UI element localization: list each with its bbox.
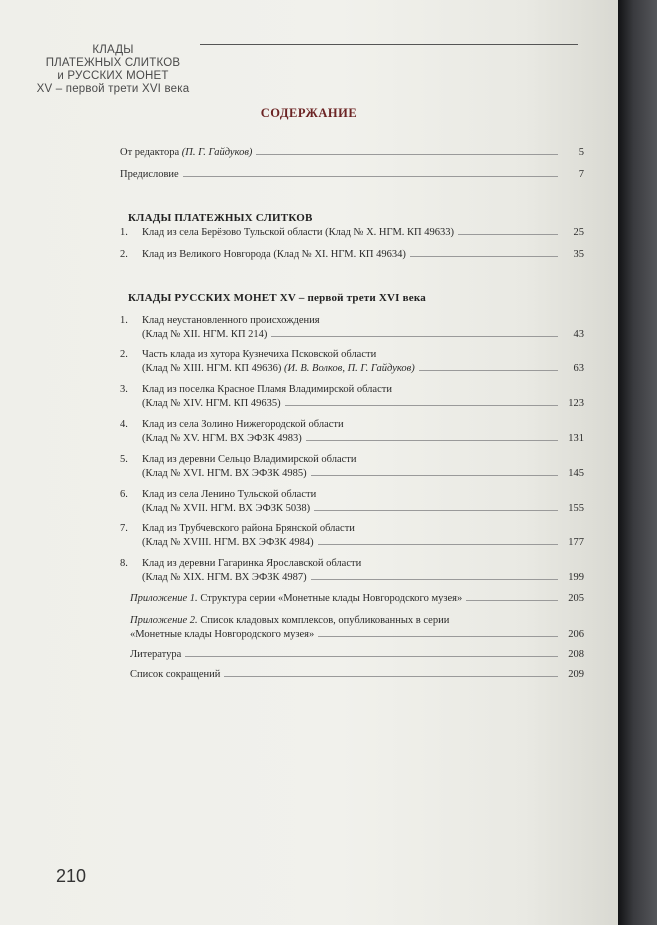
page-number: 208 bbox=[568, 649, 584, 660]
entry-text: Клад из Великого Новгорода (Клад № XI. НГМ. КП 49634) bbox=[142, 249, 406, 260]
entry-text: Клад из деревни Гагаринка Ярославской области bbox=[142, 558, 362, 569]
dot-leader bbox=[419, 370, 558, 371]
dot-leader bbox=[311, 475, 558, 476]
dot-leader bbox=[314, 510, 558, 511]
dot-leader bbox=[183, 176, 558, 177]
section-heading: КЛАДЫ ПЛАТЕЖНЫХ СЛИТКОВ bbox=[128, 212, 313, 224]
toc-title: СОДЕРЖАНИЕ bbox=[260, 106, 358, 120]
appendix-label: Приложение 2. bbox=[130, 615, 198, 626]
entry-number: 2. bbox=[120, 349, 128, 360]
dot-leader bbox=[306, 440, 558, 441]
toc-entry bbox=[130, 614, 584, 642]
entry-text: Предисловие bbox=[120, 169, 179, 180]
entry-text: Структура серии «Монетные клады Новгородского музея» bbox=[200, 593, 463, 604]
dot-leader bbox=[318, 544, 558, 545]
entry-subtext: (Клад № XVIII. НГМ. ВХ ЭФЗК 4984) bbox=[142, 537, 314, 548]
page-number: 123 bbox=[568, 398, 584, 409]
dot-leader bbox=[311, 579, 558, 580]
entry-number: 7. bbox=[120, 523, 128, 534]
running-head-line: КЛАДЫ bbox=[92, 44, 134, 56]
entry-text: От редактора bbox=[120, 147, 180, 158]
dot-leader bbox=[410, 256, 558, 257]
entry-number: 4. bbox=[120, 419, 128, 430]
toc-entry bbox=[120, 453, 584, 481]
entry-subtext: (Клад № XIII. НГМ. КП 49636) bbox=[142, 363, 282, 374]
entry-subtext: (Клад № XIV. НГМ. КП 49635) bbox=[142, 398, 281, 409]
running-head bbox=[28, 44, 198, 96]
entry-number: 8. bbox=[120, 558, 128, 569]
entry-text: Клад из села Берёзово Тульской области (Клад № X. НГМ. КП 49633) bbox=[142, 227, 454, 238]
toc-entry bbox=[120, 314, 584, 342]
book-edge-shadow bbox=[618, 0, 657, 925]
toc-entry bbox=[120, 488, 584, 516]
toc-entry bbox=[120, 168, 584, 182]
entry-subtext: «Монетные клады Новгородского музея» bbox=[130, 629, 315, 640]
toc-entry bbox=[120, 522, 584, 550]
running-head-line: ПЛАТЕЖНЫХ СЛИТКОВ bbox=[45, 57, 181, 69]
toc-entry bbox=[120, 557, 584, 585]
entry-text: Клад из села Ленино Тульской области bbox=[142, 489, 317, 500]
entry-number: 1. bbox=[120, 227, 128, 238]
entry-text: Клад из деревни Сельцо Владимирской области bbox=[142, 454, 357, 465]
toc-entry bbox=[130, 592, 584, 606]
entry-number: 3. bbox=[120, 384, 128, 395]
page-number: 131 bbox=[568, 433, 584, 444]
entry-text: Клад из Трубчевского района Брянской области bbox=[142, 523, 355, 534]
entry-text: Часть клада из хутора Кузнечиха Псковской области bbox=[142, 349, 377, 360]
entry-text: Список кладовых комплексов, опубликованных в серии bbox=[200, 615, 450, 626]
dot-leader bbox=[458, 234, 558, 235]
entry-subtext: (Клад № XII. НГМ. КП 214) bbox=[142, 329, 268, 340]
entry-author: (И. В. Волков, П. Г. Гайдуков) bbox=[284, 363, 415, 374]
toc-entry bbox=[120, 146, 584, 160]
toc-entry bbox=[120, 248, 584, 262]
page-number: 35 bbox=[573, 249, 584, 260]
entry-subtext: (Клад № XVI. НГМ. ВХ ЭФЗК 4985) bbox=[142, 468, 307, 479]
page-number: 145 bbox=[568, 468, 584, 479]
page-folio: 210 bbox=[56, 866, 87, 886]
page-number: 199 bbox=[568, 572, 584, 583]
running-head-line: XV – первой трети XVI века bbox=[36, 83, 190, 95]
entry-number: 2. bbox=[120, 249, 128, 260]
header-rule bbox=[200, 44, 578, 45]
page-number: 63 bbox=[573, 363, 584, 374]
entry-subtext: (Клад № XIX. НГМ. ВХ ЭФЗК 4987) bbox=[142, 572, 307, 583]
entry-number: 5. bbox=[120, 454, 128, 465]
page-number: 206 bbox=[568, 629, 584, 640]
page-number: 155 bbox=[568, 503, 584, 514]
entry-text: Литература bbox=[130, 649, 182, 660]
page-number: 5 bbox=[578, 147, 584, 158]
dot-leader bbox=[185, 656, 558, 657]
entry-text: Клад неустановленного происхождения bbox=[142, 315, 320, 326]
toc-entry bbox=[120, 418, 584, 446]
dot-leader bbox=[318, 636, 558, 637]
page-number: 7 bbox=[578, 169, 584, 180]
running-head-line: и РУССКИХ МОНЕТ bbox=[57, 70, 169, 82]
entry-number: 1. bbox=[120, 315, 128, 326]
dot-leader bbox=[271, 336, 558, 337]
entry-text: Список сокращений bbox=[130, 669, 221, 680]
page-number: 205 bbox=[568, 593, 584, 604]
toc-entry bbox=[120, 383, 584, 411]
page-number: 25 bbox=[573, 227, 584, 238]
toc-entry bbox=[120, 348, 584, 376]
appendix-label: Приложение 1. bbox=[130, 593, 198, 604]
dot-leader bbox=[466, 600, 558, 601]
page-number: 177 bbox=[568, 537, 584, 548]
entry-subtext: (Клад № XV. НГМ. ВХ ЭФЗК 4983) bbox=[142, 433, 302, 444]
dot-leader bbox=[256, 154, 558, 155]
entry-number: 6. bbox=[120, 489, 128, 500]
section-heading: КЛАДЫ РУССКИХ МОНЕТ XV – первой трети XVI века bbox=[128, 292, 426, 304]
entry-text: Клад из села Золино Нижегородской области bbox=[142, 419, 344, 430]
toc-entry bbox=[130, 668, 584, 682]
dot-leader bbox=[224, 676, 558, 677]
entry-subtext: (Клад № XVII. НГМ. ВХ ЭФЗК 5038) bbox=[142, 503, 311, 514]
dot-leader bbox=[285, 405, 558, 406]
entry-author: (П. Г. Гайдуков) bbox=[181, 147, 253, 158]
entry-text: Клад из поселка Красное Пламя Владимирской области bbox=[142, 384, 392, 395]
page-number: 43 bbox=[573, 329, 584, 340]
toc-entry bbox=[130, 648, 584, 662]
page-number: 209 bbox=[568, 669, 584, 680]
toc-entry bbox=[120, 226, 584, 240]
